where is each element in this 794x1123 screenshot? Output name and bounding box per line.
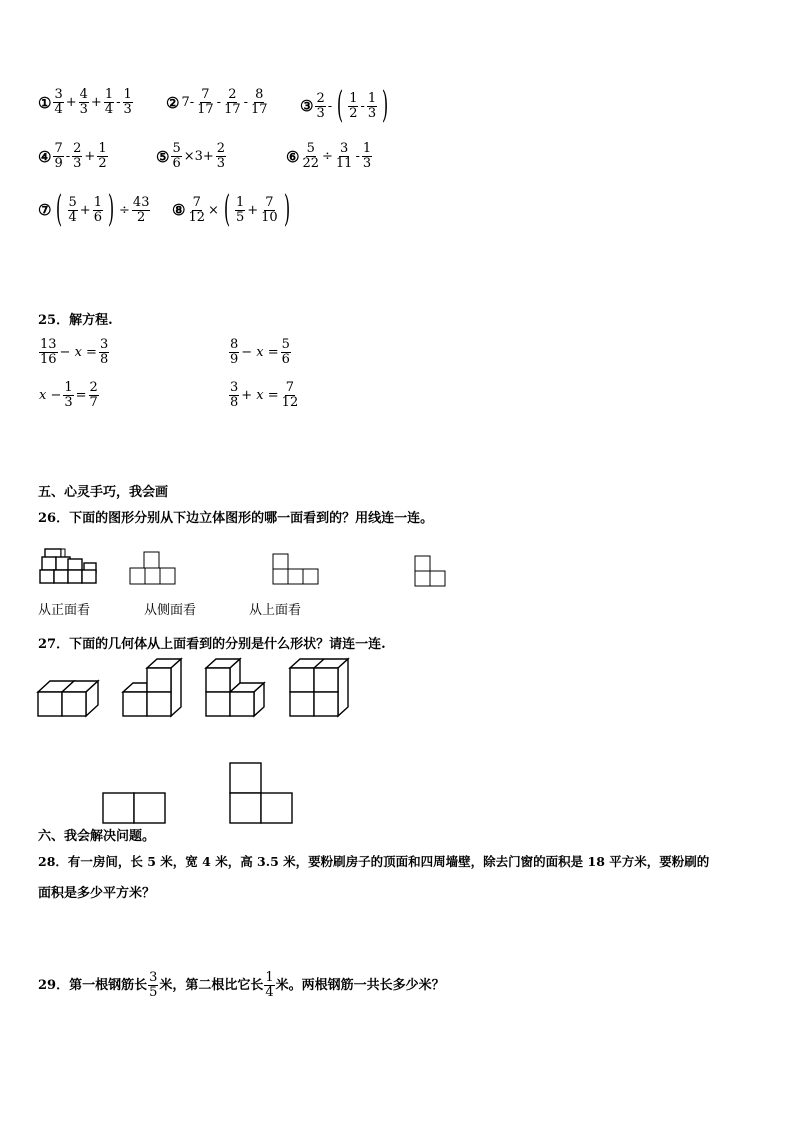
- problem-number: ①: [38, 93, 52, 112]
- problem-4: ④ $\frac{7}{9}$ - $\frac{2}{3}$ + $\frac{1}{2}$: [38, 141, 107, 171]
- fraction: $\frac{3}{11}$: [335, 141, 353, 171]
- section6-title: 六、我会解决问题。: [38, 829, 156, 844]
- fraction: $\frac{5}{22}$: [302, 141, 319, 171]
- q29: [38, 971, 445, 1000]
- fraction: $\frac{7}{17}$: [197, 87, 214, 117]
- q27-title: 27．下面的几何体从上面看到的分别是什么形状？请连一连.: [38, 637, 386, 652]
- q26-title: 26．下面的图形分别从下边立体图形的哪一面看到的？用线连一连。: [38, 511, 434, 526]
- fraction: $\frac{1}{5}$: [235, 194, 245, 225]
- fraction: $\frac{1}{4}$: [265, 970, 274, 1000]
- fraction: $\frac{1}{3}$: [367, 90, 377, 121]
- fraction: $\frac{8}{9}$: [230, 337, 239, 367]
- fraction: $\frac{7}{9}$: [54, 141, 63, 171]
- fraction: $\frac{2}{3}$: [316, 90, 325, 121]
- fraction: $\frac{1}{3}$: [362, 141, 372, 171]
- fraction: $\frac{2}{3}$: [73, 141, 82, 171]
- fraction: $\frac{3}{4}$: [54, 87, 63, 117]
- q25-title: 25．解方程.: [38, 313, 113, 328]
- problem-5: ⑤ $\frac{5}{6}$ ×3+ $\frac{2}{3}$: [156, 141, 226, 171]
- fraction: $\frac{1}{3}$: [64, 380, 73, 410]
- problem-number: ⑦: [38, 201, 52, 219]
- fraction: $\frac{5}{6}$: [172, 141, 181, 171]
- problem-6: ⑥ $\frac{5}{22}$ ÷ $\frac{3}{11}$ - $\frac{1}{3}$: [286, 141, 372, 171]
- fraction: $\frac{4}{3}$: [79, 87, 88, 117]
- problem-2: ② 7- $\frac{7}{17}$ - $\frac{2}{17}$ - $\frac{8}{17}$: [166, 87, 268, 117]
- problem-number: ⑥: [286, 147, 300, 166]
- fraction: $\frac{2}{7}$: [89, 380, 98, 410]
- problem-number: ③: [300, 97, 314, 115]
- q29-pre: 29．第一根钢筋长: [38, 977, 148, 993]
- fraction: $\frac{1}{2}$: [349, 90, 358, 121]
- fraction: $\frac{1}{3}$: [123, 87, 132, 117]
- fraction: $\frac{3}{5}$: [149, 970, 158, 1000]
- q29-post: 米。两根钢筋一共长多少米？: [275, 977, 445, 993]
- section5-title: 五、心灵手巧，我会画: [38, 485, 169, 500]
- problem-7: ⑦ ( $\frac{5}{4}$ + $\frac{1}{6}$ ) ÷ $\frac{43}{2}$: [38, 189, 150, 230]
- q27-solid-3: [206, 657, 268, 719]
- problem-1: ① $\frac{3}{4}$ + $\frac{4}{3}$ + $\frac{1}{4}$ - $\frac{1}{3}$: [38, 87, 132, 117]
- fraction: $\frac{1}{4}$: [104, 87, 114, 117]
- fraction: $\frac{7}{12}$: [281, 380, 299, 410]
- q27-solid-4: [290, 657, 352, 719]
- right-paren: ): [382, 85, 389, 126]
- q28-line2: 面积是多少平方米？: [38, 886, 156, 901]
- right-paren: ): [107, 189, 115, 230]
- fraction: $\frac{7}{12}$: [188, 194, 205, 225]
- equation-1: $\frac{13}{16}$ − x = $\frac{3}{8}$: [40, 337, 109, 367]
- fraction: $\frac{5}{6}$: [281, 337, 290, 367]
- equation-3: x − $\frac{1}{3}$ = $\frac{2}{7}$: [39, 380, 98, 410]
- fraction: $\frac{13}{16}$: [40, 337, 57, 367]
- fraction: $\frac{3}{8}$: [230, 380, 239, 410]
- left-paren: (: [337, 85, 344, 126]
- problem-8: ⑧ $\frac{7}{12}$ × ( $\frac{1}{5}$ + $\frac{7}{10}$ ): [172, 189, 290, 230]
- problem-number: ⑧: [172, 201, 186, 219]
- q27-solid-2: [123, 657, 185, 719]
- fraction: $\frac{1}{2}$: [98, 141, 107, 171]
- q26-solid-figure: [40, 545, 102, 585]
- fraction: $\frac{5}{4}$: [68, 194, 77, 225]
- fraction: $\frac{2}{3}$: [216, 141, 226, 171]
- q26-view-a: [130, 551, 176, 585]
- q26-view-b: [273, 553, 319, 585]
- q27-solid-1: [38, 675, 100, 719]
- problem-number: ④: [38, 147, 52, 166]
- equation-2: $\frac{8}{9}$ − x = $\frac{5}{6}$: [230, 337, 290, 367]
- label-front-view: 从正面看: [38, 603, 91, 618]
- fraction: $\frac{7}{10}$: [261, 194, 278, 225]
- problem-number: ⑤: [156, 147, 170, 166]
- left-paren: (: [223, 189, 231, 230]
- left-paren: (: [56, 189, 63, 230]
- problem-3: ③ $\frac{2}{3}$ - ( $\frac{1}{2}$ - $\frac{1}{3}$ ): [300, 85, 389, 126]
- label-top-view: 从上面看: [249, 603, 302, 618]
- q28-line1: 28．有一房间，长 5 米，宽 4 米，高 3.5 米，要粉刷房子的顶面和四周墙壁，除去门窗的面积是 18 平方米，要粉刷的: [38, 854, 710, 869]
- q26-view-c: [415, 555, 447, 587]
- q27-top-view-a: [102, 792, 166, 824]
- equation-4: $\frac{3}{8}$ + x = $\frac{7}{12}$: [230, 380, 299, 410]
- fraction: $\frac{43}{2}$: [132, 194, 150, 225]
- fraction: $\frac{8}{17}$: [251, 87, 268, 117]
- label-side-view: 从侧面看: [144, 603, 197, 618]
- right-paren: ): [283, 189, 290, 230]
- fraction: $\frac{3}{8}$: [99, 337, 109, 367]
- problem-number: ②: [166, 93, 180, 112]
- fraction: $\frac{2}{17}$: [224, 87, 241, 117]
- fraction: $\frac{1}{6}$: [93, 194, 102, 225]
- q29-mid: 米，第二根比它长: [159, 977, 264, 993]
- q27-top-view-b: [229, 762, 293, 824]
